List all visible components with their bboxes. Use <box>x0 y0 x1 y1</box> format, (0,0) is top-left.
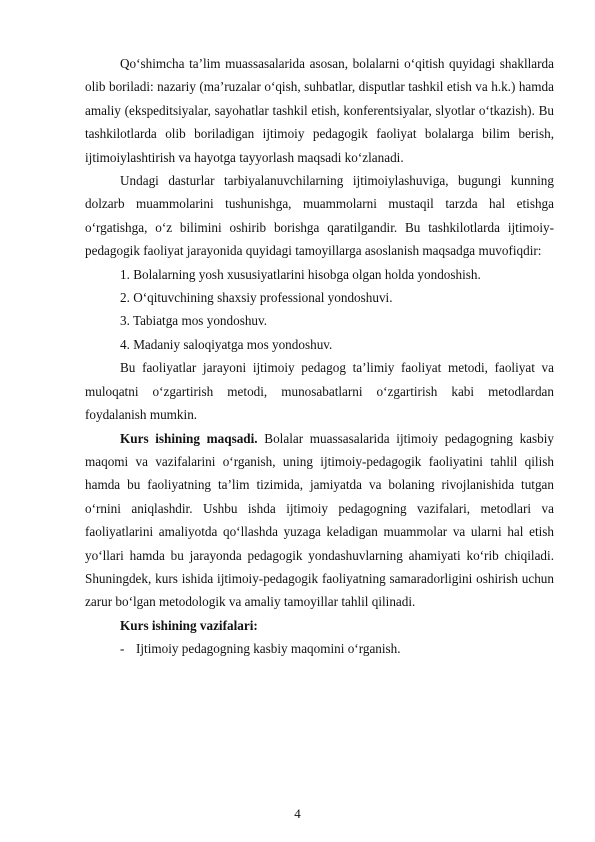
paragraph-methods: Bu faoliyatlar jarayoni ijtimoiy pedagog ta’limiy faoliyat metodi, faoliyat va muloqatni o‘zgartirish metodi, munosabatlarni o‘zgartirish kabi metodlardan foydalanish mumkin. <box>85 360 554 423</box>
list-item-2: 2. O‘qituvchining shaxsiy professional yondoshuvi. <box>120 290 393 306</box>
list-item-3: 3. Tabiatga mos yondoshuv. <box>120 313 268 329</box>
paragraph-intro: Qo‘shimcha ta’lim muassasalarida asosan, bolalarni o‘qitish quyidagi shakllarda olib boriladi: nazariy (ma’ruzalar o‘qish, suhbatlar, disputlar tashkil etish va h.k.) hamda amaliy (ekspeditsiyalar, sayohatlar tashkil etish, konferentsiyalar, slyotlar o‘tkazish). Bu tashkilotlarda olib boriladigan ijtimoiy pedagogik faoliyat bolalarga bilim berish, ijtimoiylashtirish va hayotga tayyorlash maqsadi ko‘zlanadi. <box>85 56 554 165</box>
paragraph-goal <box>85 427 554 614</box>
tasks-heading: Kurs ishining vazifalari: <box>120 617 258 633</box>
list-item-4: 4. Madaniy saloqiyatga mos yondoshuv. <box>120 336 333 352</box>
document-page <box>85 52 554 661</box>
goal-label: Kurs ishining maqsadi. <box>120 430 258 446</box>
dash-marker: - <box>120 641 125 657</box>
page-number: 4 <box>294 806 301 821</box>
paragraph-programs: Undagi dasturlar tarbiyalanuvchilarning ijtimoiylashuviga, bugungi kunning dolzarb muammolarini tushunishga, muammolarni mustaqil tarzda hal etishga o‘rgatishga, o‘z bilimini oshirib borishga qaratilgandir. Bu tashkilotlarda ijtimoiy-pedagogik faoliyat jarayonida quyidagi tamoyillarga asoslanish maqsadga muvofiqdir: <box>85 173 554 259</box>
task-item-text: Ijtimoiy pedagogning kasbiy maqomini o‘rganish. <box>136 641 401 657</box>
task-item <box>85 637 554 660</box>
list-item-1: 1. Bolalarning yosh xususiyatlarini hisobga olgan holda yondoshish. <box>120 266 481 282</box>
goal-text: Bolalar muassasalarida ijtimoiy pedagogning kasbiy maqomi va vazifalarini o‘rganish, uning ijtimoiy-pedagogik faoliyatini tahlil qilish hamda bu faoliyatning ta’lim tizimida, jamiyatda va bolaning rivojlanishida tutgan o‘rnini aniqlashdir. Ushbu ishda ijtimoiy pedagogning vazifalari, metodlari va faoliyatlarini amaliyotda qo‘llashda yuzaga keladigan muammolar va ularni hal etish yo‘llari hamda bu jarayonda pedagogik yondashuvlarning ahamiyati ko‘rib chiqiladi. Shuningdek, kurs ishida ijtimoiy-pedagogik faoliyatning samaradorligini oshirish uchun zarur bo‘lgan metodologik va amaliy tamoyillar tahlil qilinadi. <box>85 430 554 610</box>
